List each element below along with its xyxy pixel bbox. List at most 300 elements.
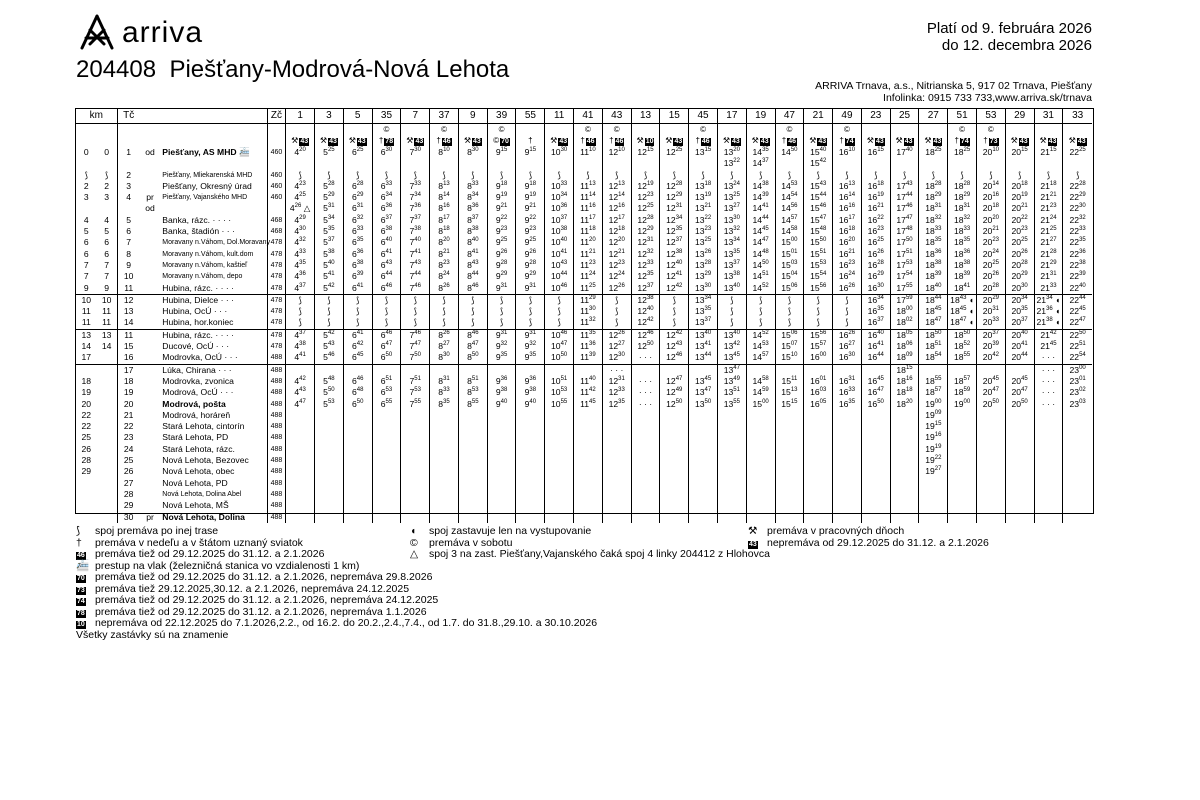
time-hour: 8 — [438, 180, 444, 191]
stop-row — [76, 203, 1092, 214]
time-hour: 12 — [637, 306, 647, 317]
departure-time — [890, 271, 919, 282]
departure-time — [717, 226, 746, 237]
departure-time — [1034, 341, 1063, 352]
time-hour: 6 — [351, 147, 357, 157]
company-info — [815, 80, 1092, 104]
departure-time — [689, 387, 718, 398]
time-hour: 11 — [580, 226, 590, 237]
departure-time — [487, 192, 516, 203]
trip-symbol-glyph: † — [695, 136, 700, 145]
departure-time: ⟆ — [516, 170, 545, 181]
legend-column-3 — [748, 526, 1096, 549]
stop-zone: 478 — [267, 237, 286, 248]
time-hour: 4 — [294, 375, 300, 386]
stop-tc: 14 — [123, 317, 134, 328]
stop-name: Piešťany, Vajanského MHD — [162, 194, 248, 202]
departure-time — [315, 226, 344, 237]
departure-time — [516, 271, 545, 282]
stop-tc: 12 — [117, 294, 140, 306]
time-minute: 23 — [992, 237, 999, 244]
time-minute: 05 — [905, 329, 913, 336]
departure-time — [1034, 306, 1063, 317]
departure-time — [890, 215, 919, 226]
time-note: △ — [301, 203, 311, 214]
departure-time — [516, 341, 545, 352]
time-hour: 19 — [925, 432, 935, 443]
legend-symbol — [76, 584, 95, 596]
time-hour: 15 — [781, 271, 791, 282]
departure-time — [919, 455, 948, 466]
time-minute: 43 — [299, 387, 306, 394]
time-minute: 15 — [877, 147, 884, 154]
departure-time — [516, 410, 545, 421]
time-minute: 42 — [992, 352, 999, 359]
time-hour: 13 — [723, 271, 734, 282]
departure-time — [660, 466, 689, 477]
departure-time: ⟆ — [833, 170, 862, 181]
time-hour: 11 — [580, 317, 590, 328]
time-minute: 02 — [1079, 387, 1086, 394]
time-hour: 19 — [925, 409, 935, 420]
stop-row — [76, 147, 1092, 158]
departure-time — [487, 489, 516, 500]
departure-time — [689, 181, 718, 192]
time-hour: 9 — [524, 282, 530, 293]
trip-mark — [516, 124, 545, 136]
departure-time — [919, 181, 948, 192]
departure-time: ⟆ — [660, 294, 689, 306]
departure-time — [861, 489, 890, 500]
time-hour: 14 — [752, 203, 763, 214]
departure-time — [372, 226, 401, 237]
time-hour: 21 — [1040, 180, 1050, 191]
time-minute: 21 — [1021, 203, 1028, 210]
time-minute: 36 — [529, 376, 537, 383]
departure-time — [516, 215, 545, 226]
stop-tc: 25 — [123, 455, 134, 466]
time-minute: 40 — [529, 398, 537, 405]
departure-time — [286, 260, 315, 271]
time-hour: 19 — [925, 466, 935, 477]
time-minute: 34 — [877, 295, 884, 301]
departure-time — [1063, 455, 1092, 466]
time-hour: 8 — [467, 282, 472, 293]
time-minute: 53 — [385, 387, 393, 394]
departure-time — [372, 376, 401, 387]
time-minute: 33 — [385, 181, 393, 188]
departure-time — [487, 444, 516, 455]
time-hour: 4 — [294, 341, 300, 352]
time-minute: 28 — [1049, 248, 1057, 255]
time-minute: 44 — [385, 271, 393, 278]
time-minute: 40 — [327, 260, 335, 267]
time-hour: 13 — [694, 192, 705, 203]
departure-time — [545, 455, 574, 466]
stop-arr-dep — [140, 444, 161, 455]
departure-time — [775, 489, 804, 500]
trip-note-badge: 43 — [818, 138, 827, 145]
time-minute: 10 — [589, 147, 596, 154]
time-minute: 44 — [934, 295, 942, 301]
time-minute: 46 — [385, 329, 393, 336]
company-infoline: Infolinka: 0915 733 733,www.arriva.sk/trnava — [883, 92, 1092, 104]
time-hour: 13 — [723, 341, 734, 352]
time-minute: 23 — [589, 260, 596, 267]
departure-time — [804, 364, 833, 376]
time-hour: 4 — [294, 192, 300, 203]
time-minute: 42 — [327, 282, 335, 289]
time-minute: 10 — [848, 147, 856, 154]
departure-time — [804, 237, 833, 248]
time-minute: 44 — [1021, 352, 1028, 359]
time-hour: 18 — [896, 364, 906, 375]
time-hour: 18 — [925, 329, 935, 340]
departure-time — [890, 317, 919, 329]
time-minute: 56 — [790, 203, 798, 210]
time-minute: 21 — [529, 203, 537, 210]
departure-time — [372, 215, 401, 226]
stop-name: Modrová, horáreň — [162, 409, 231, 420]
departure-time — [861, 466, 890, 477]
departure-time — [775, 203, 804, 214]
time-minute: 46 — [471, 329, 479, 336]
time-minute: 15 — [529, 147, 537, 154]
time-hour: 12 — [608, 329, 619, 340]
stop-row — [76, 181, 1092, 192]
departure-time — [1005, 512, 1034, 523]
time-minute: 49 — [733, 376, 740, 383]
departure-time — [861, 387, 890, 398]
time-minute: 22 — [934, 455, 942, 462]
departure-time — [833, 455, 862, 466]
time-hour: 8 — [438, 329, 444, 340]
departure-time — [602, 203, 631, 214]
time-hour: 13 — [694, 226, 705, 237]
time-hour: 4 — [294, 214, 300, 225]
departure-time — [343, 203, 372, 214]
time-hour: 18 — [953, 237, 964, 248]
departure-time — [286, 341, 315, 352]
departure-time — [1005, 271, 1034, 282]
time-hour: 15 — [781, 237, 791, 248]
departure-time — [487, 215, 516, 226]
departure-time — [775, 237, 804, 248]
header-row — [76, 109, 1092, 124]
departure-time — [286, 444, 315, 455]
time-hour: 13 — [723, 214, 734, 225]
stop-km-return — [97, 466, 118, 477]
time-hour: 18 — [925, 375, 935, 386]
time-hour: 12 — [608, 398, 619, 409]
departure-time — [689, 364, 718, 376]
departure-time — [631, 489, 660, 500]
time-minute: 48 — [762, 248, 769, 255]
time-hour: 21 — [1040, 271, 1050, 282]
departure-time — [343, 376, 372, 387]
departure-time — [343, 364, 372, 376]
time-minute: 28 — [356, 181, 364, 188]
departure-time — [804, 203, 833, 214]
stop-km-return — [97, 352, 118, 364]
time-hour: 16 — [810, 387, 820, 398]
legend-symbol — [76, 595, 95, 607]
departure-time — [919, 226, 948, 237]
departure-time — [372, 455, 401, 466]
time-minute: 31 — [618, 376, 625, 383]
time-hour: 18 — [896, 398, 906, 409]
time-hour: 20 — [982, 259, 993, 270]
time-minute: 33 — [299, 248, 306, 255]
time-minute: 37 — [385, 214, 393, 221]
departure-time — [343, 478, 372, 489]
stop-zone: 488 — [267, 376, 286, 387]
departure-time: ⟆ — [286, 294, 315, 306]
legend-text: spoj premáva po inej trase — [95, 525, 219, 537]
time-hour: 18 — [925, 387, 935, 398]
departure-time — [976, 478, 1005, 489]
time-hour: 7 — [409, 271, 415, 282]
time-hour: 12 — [666, 248, 676, 259]
departure-time — [631, 203, 660, 214]
time-hour: 12 — [608, 203, 619, 214]
departure-time — [717, 203, 746, 214]
stop-km: 11 — [81, 317, 91, 328]
stop-row — [76, 215, 1092, 226]
stop-arr-dep — [140, 306, 161, 317]
time-minute: 47 — [299, 398, 306, 405]
stop-arr-dep — [140, 500, 161, 511]
departure-time — [660, 215, 689, 226]
time-minute: 34 — [560, 192, 568, 199]
time-hour: 13 — [723, 387, 734, 398]
time-hour: 15 — [810, 259, 820, 270]
trip-symbol — [631, 135, 660, 147]
stop-zone: 478 — [267, 260, 286, 271]
time-minute: 16 — [618, 203, 625, 210]
time-hour: 12 — [637, 237, 647, 248]
trip-symbol — [717, 135, 746, 147]
departure-time — [948, 158, 977, 169]
time-minute: 18 — [1049, 181, 1057, 188]
departure-time — [401, 455, 430, 466]
departure-time — [631, 444, 660, 455]
departure-time — [602, 399, 631, 410]
departure-time — [602, 489, 631, 500]
time-minute: 35 — [443, 398, 450, 405]
time-hour: 14 — [752, 180, 763, 191]
departure-time — [1005, 489, 1034, 500]
departure-time — [948, 329, 977, 341]
departure-time — [401, 512, 430, 523]
departure-time — [545, 192, 574, 203]
time-minute: 59 — [963, 387, 971, 394]
departure-time — [286, 478, 315, 489]
time-hour: 13 — [723, 158, 734, 169]
time-minute: 29 — [299, 214, 306, 221]
time-hour: 6 — [380, 214, 386, 225]
time-minute: 41 — [762, 203, 769, 210]
departure-time — [372, 329, 401, 341]
departure-time — [746, 147, 775, 158]
departure-time: ⟆ — [689, 170, 718, 181]
time-minute: 19 — [704, 192, 712, 199]
time-hour: 8 — [438, 387, 444, 398]
departure-time — [976, 455, 1005, 466]
departure-time — [976, 283, 1005, 295]
departure-time — [458, 432, 487, 443]
time-minute: 26 — [294, 203, 302, 210]
trip-symbol — [574, 135, 603, 147]
time-hour: 18 — [925, 180, 935, 191]
departure-time — [574, 192, 603, 203]
departure-time — [372, 283, 401, 295]
time-minute: 53 — [560, 387, 568, 394]
departure-time — [343, 432, 372, 443]
departure-time — [458, 192, 487, 203]
departure-time — [372, 341, 401, 352]
time-minute: 22 — [733, 158, 740, 165]
time-minute: 44 — [762, 214, 769, 221]
departure-time — [775, 444, 804, 455]
time-hour: 21 — [1040, 203, 1050, 214]
time-minute: 29 — [877, 271, 884, 278]
departure-time: · · · — [1034, 376, 1063, 387]
departure-time — [746, 466, 775, 477]
time-hour: 22 — [1069, 259, 1080, 270]
stop-zone: 460 — [267, 192, 286, 203]
time-minute: 55 — [471, 398, 479, 405]
departure-time: ⟆ — [372, 306, 401, 317]
departure-time — [976, 466, 1005, 477]
departure-time — [890, 226, 919, 237]
time-minute: 50 — [471, 352, 479, 359]
time-minute: 35 — [589, 329, 596, 336]
time-minute: 50 — [963, 329, 971, 336]
time-minute: 23 — [1021, 226, 1028, 233]
departure-time — [430, 158, 459, 169]
stop-km: 5 — [83, 226, 89, 237]
time-hour: 19 — [953, 398, 964, 409]
departure-time — [861, 376, 890, 387]
stop-zone: 488 — [267, 466, 286, 477]
departure-time — [660, 271, 689, 282]
departure-time — [1063, 432, 1092, 443]
time-minute: 38 — [934, 260, 942, 267]
departure-time — [861, 455, 890, 466]
departure-time — [631, 158, 660, 169]
time-minute: 23 — [848, 260, 856, 267]
stop-km: 7 — [83, 271, 89, 282]
departure-time — [775, 260, 804, 271]
time-hour: 16 — [867, 387, 878, 398]
time-minute: 19 — [934, 443, 942, 450]
time-minute: 31 — [500, 282, 508, 289]
time-hour: 22 — [1069, 317, 1080, 328]
departure-time — [890, 364, 919, 376]
departure-time — [401, 500, 430, 511]
departure-time — [890, 421, 919, 432]
time-minute: 30 — [733, 214, 740, 221]
trip-mark — [1034, 124, 1063, 136]
time-hour: 8 — [438, 248, 444, 259]
time-minute: 28 — [1021, 260, 1028, 267]
time-minute: 29 — [1021, 271, 1028, 278]
time-minute: 18 — [1021, 181, 1028, 188]
departure-time: ⟆ — [487, 317, 516, 329]
time-hour: 18 — [950, 306, 960, 317]
departure-time — [919, 341, 948, 352]
departure-time — [689, 306, 718, 317]
time-hour: 13 — [694, 147, 705, 157]
departure-time — [1005, 387, 1034, 398]
header-marks-row — [76, 124, 1092, 136]
stop-km: 11 — [81, 306, 91, 317]
trip-mark: © — [574, 124, 603, 136]
departure-time — [286, 192, 315, 203]
time-minute: 57 — [934, 387, 942, 394]
time-minute: 24 — [848, 271, 856, 278]
time-hour: 22 — [1069, 341, 1080, 352]
departure-time — [948, 341, 977, 352]
time-minute: 53 — [762, 341, 769, 348]
departure-time — [602, 455, 631, 466]
legend-item — [748, 526, 1096, 538]
departure-time — [602, 260, 631, 271]
time-hour: 10 — [551, 192, 561, 203]
time-hour: 12 — [608, 192, 619, 203]
stop-arr-dep — [140, 158, 161, 169]
time-hour: 12 — [666, 398, 676, 409]
departure-time — [890, 260, 919, 271]
departure-time — [861, 432, 890, 443]
time-hour: 7 — [409, 282, 415, 293]
time-hour: 18 — [896, 375, 906, 386]
time-hour: 15 — [810, 203, 820, 214]
departure-time — [717, 352, 746, 364]
time-minute: 46 — [414, 329, 421, 336]
time-minute: 14 — [848, 192, 856, 199]
time-hour: 18 — [896, 341, 906, 352]
time-minute: 25 — [934, 147, 942, 154]
time-minute: 26 — [500, 248, 508, 255]
time-hour: 18 — [925, 237, 935, 248]
time-hour: 16 — [867, 237, 878, 248]
departure-time — [545, 147, 574, 158]
departure-time — [430, 147, 459, 158]
trip-mark — [804, 124, 833, 136]
departure-time — [458, 376, 487, 387]
departure-time — [804, 158, 833, 169]
time-minute: 34 — [704, 295, 712, 301]
departure-time — [976, 376, 1005, 387]
stop-name — [160, 203, 267, 214]
departure-time — [689, 376, 718, 387]
time-hour: 10 — [551, 248, 561, 259]
time-hour: 18 — [953, 147, 964, 157]
time-hour: 20 — [1011, 306, 1022, 317]
departure-time: ⟆ — [430, 306, 459, 317]
departure-time — [315, 271, 344, 282]
time-minute: 33 — [992, 317, 999, 324]
time-hour: 8 — [467, 271, 472, 282]
time-hour: 6 — [351, 248, 357, 259]
time-hour: 22 — [1069, 294, 1080, 305]
departure-time — [545, 399, 574, 410]
time-hour: 18 — [953, 329, 964, 340]
departure-time — [286, 399, 315, 410]
trip-symbol — [286, 135, 315, 147]
